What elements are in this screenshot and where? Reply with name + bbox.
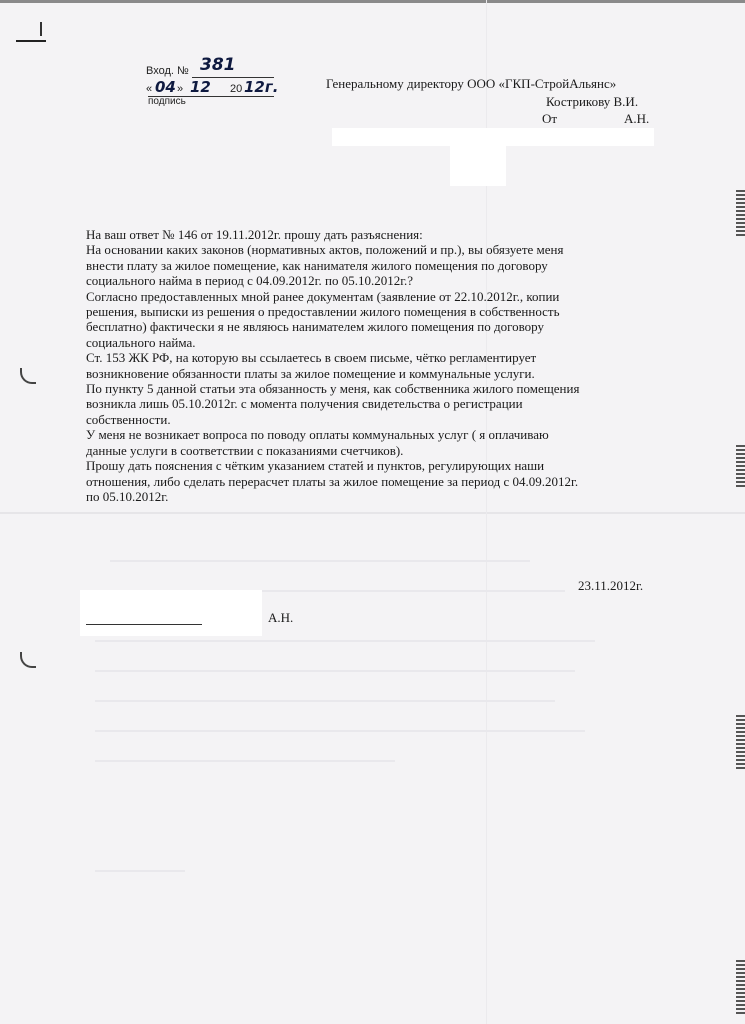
body-line: На основании каких законов (нормативных актов, положений и пр.), вы обязуете меня (86, 242, 564, 258)
redaction-sender-name (332, 128, 654, 146)
stamp-month: 12 (190, 78, 211, 96)
redaction-signature (80, 590, 262, 636)
registration-stamp (146, 55, 286, 110)
body-line: социального найма. (86, 334, 196, 350)
show-through-text (95, 670, 575, 672)
perforation-edge (736, 960, 745, 1016)
recipient-title: Генеральному директору ООО «ГКП-СтройАльянс» (326, 76, 617, 91)
show-through-text (95, 870, 185, 872)
body-line: Прошу дать пояснения с чётким указанием статей и пунктов, регулирующих наши (86, 458, 545, 474)
sender-from-label: От (542, 111, 558, 126)
body-line: решения, выписки из решения о предоставлении жилого помещения в собственность (86, 304, 560, 320)
stamp-year-prefix: 20 (230, 83, 243, 95)
letter-date: 23.11.2012г. (578, 578, 644, 593)
sender-initials: А.Н. (624, 111, 650, 126)
scan-top-edge (0, 0, 745, 3)
body-line: отношения, либо сделать перерасчет платы за жилое помещение за период с 04.09.2012г. (86, 473, 579, 489)
body-line: Согласно предоставленных мной ранее документам (заявление от 22.10.2012г., копии (86, 288, 560, 304)
perforation-edge (736, 715, 745, 771)
incoming-number: 381 (200, 55, 236, 75)
body-line: бесплатно) фактически я не являюсь нанимателем жилого помещения по договору (86, 319, 545, 335)
body-line: внести плату за жилое помещение, как нанимателя жилого помещения по договору (86, 257, 548, 273)
redaction-sender-address (450, 146, 506, 186)
signature-initials: А.Н. (268, 610, 294, 625)
body-line: У меня не возникает вопроса по поводу оплаты коммунальных услуг ( я оплачиваю (86, 427, 549, 443)
body-line: по 05.10.2012г. (86, 488, 169, 504)
body-line: возникновение обязанности платы за жилое помещение и коммунальные услуги. (86, 365, 535, 381)
incoming-label: Вход. № (146, 65, 189, 77)
show-through-text (95, 700, 555, 702)
show-through-text (95, 640, 595, 642)
stamp-quote-open: « (146, 83, 153, 95)
body-line: данные услуги в соответствии с показаниями счетчиков). (86, 442, 404, 458)
scan-mark-tick (40, 22, 42, 36)
stamp-year-suffix: 12г. (244, 78, 279, 96)
show-through-text (110, 560, 530, 562)
perforation-edge (736, 190, 745, 238)
body-line: возникла лишь 05.10.2012г. с момента получения свидетельства о регистрации (86, 396, 523, 412)
binder-hole-mark (20, 652, 36, 668)
body-line: На ваш ответ № 146 от 19.11.2012г. прошу дать разъяснения: (86, 227, 423, 242)
perforation-edge (736, 445, 745, 489)
show-through-text (95, 730, 585, 732)
letter-body (86, 227, 676, 504)
signature-label: подпись (148, 96, 186, 107)
scan-mark (16, 40, 46, 42)
show-through-text (95, 760, 395, 762)
signature-line (86, 624, 202, 625)
body-line: социального найма в период с 04.09.2012г. по 05.10.2012г.? (86, 273, 414, 289)
body-line: По пункту 5 данной статьи эта обязанность у меня, как собственника жилого помещения (86, 381, 580, 397)
body-line: собственности. (86, 411, 171, 427)
recipient-name: Кострикову В.И. (546, 94, 639, 109)
stamp-quote-close: » (177, 83, 184, 95)
body-line: Ст. 153 ЖК РФ, на которую вы ссылаетесь в своем письме, чётко регламентирует (86, 350, 537, 366)
fold-line-horizontal (0, 512, 745, 514)
stamp-day: 04 (155, 78, 176, 96)
binder-hole-mark (20, 368, 36, 384)
